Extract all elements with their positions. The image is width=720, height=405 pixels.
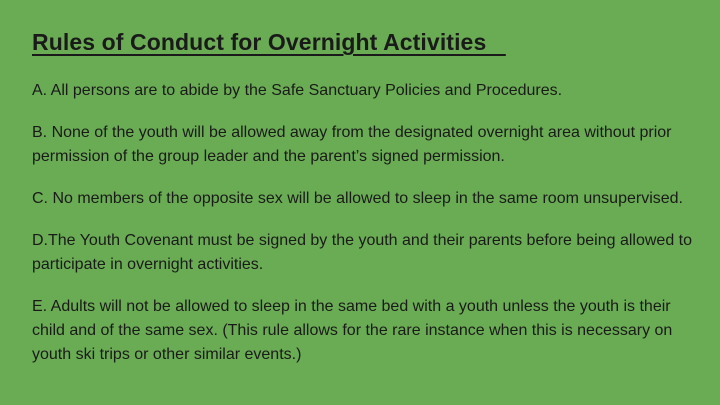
rule-e: E. Adults will not be allowed to sleep in the same bed with a youth unless the youth is their child and of the same sex. (This rule allows for the rare instance when this is necessary on youth ski trips or other similar events.)	[32, 298, 673, 363]
rule-b: B. None of the youth will be allowed away from the designated overnight area without prior permission of the group leader and the parent’s signed permission.	[32, 124, 672, 165]
rule-d: D.The Youth Covenant must be signed by the youth and their parents before being allowed to participate in overnight activities.	[32, 232, 692, 273]
rules-list	[32, 79, 692, 385]
rule-a: A. All persons are to abide by the Safe Sanctuary Policies and Procedures.	[32, 82, 563, 99]
slide-title: Rules of Conduct for Overnight Activities	[32, 29, 506, 55]
rule-c: C. No members of the opposite sex will be allowed to sleep in the same room unsupervised.	[32, 190, 683, 207]
